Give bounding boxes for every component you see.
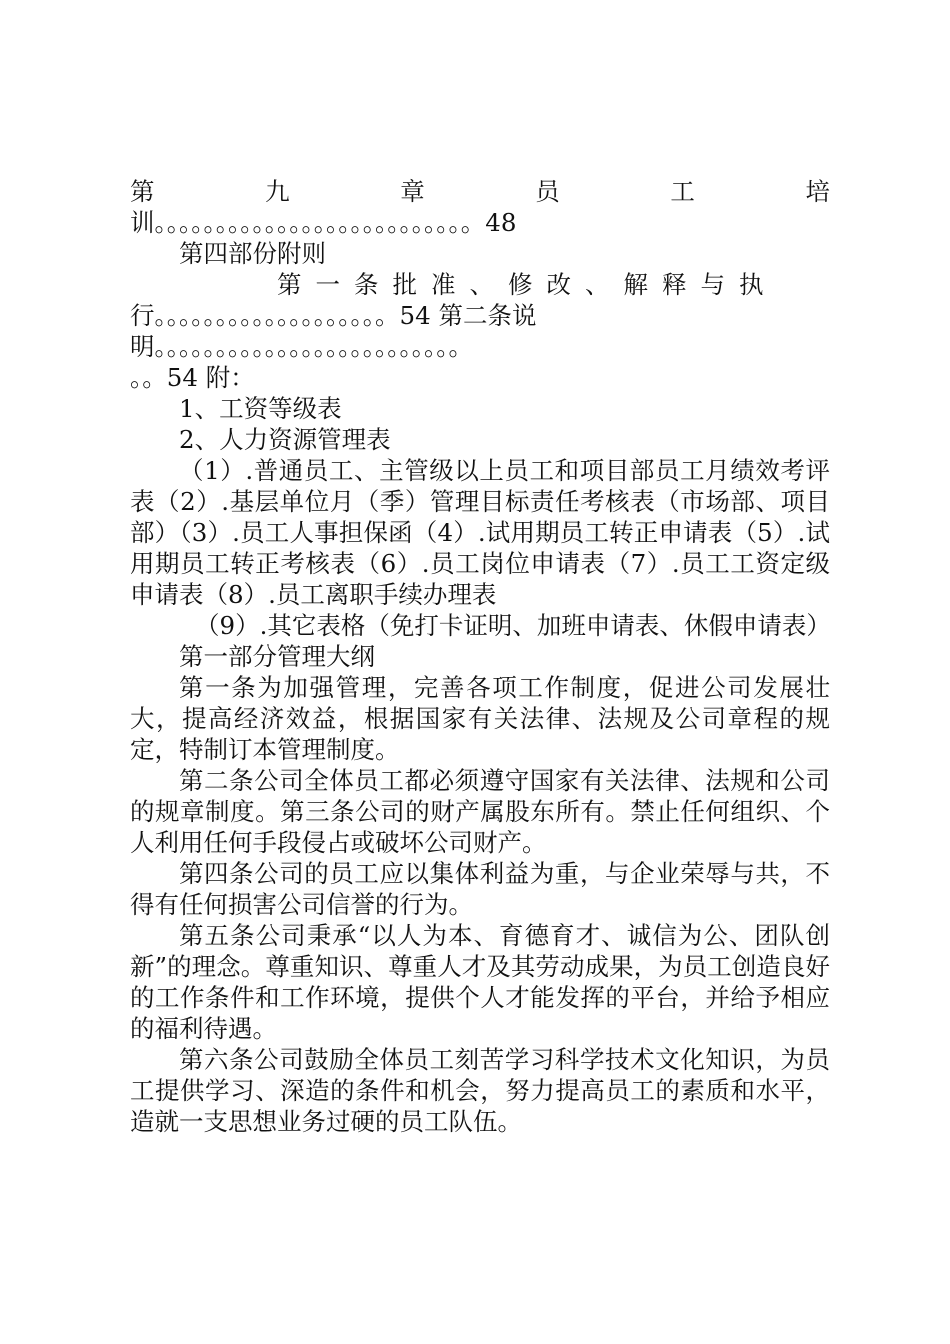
article-6: 第六条公司鼓励全体员工刻苦学习科学技术文化知识，为员工提供学习、深造的条件和机会，努力提高员工的素质和水平，造就一支思想业务过硬的员工队伍。 bbox=[130, 1045, 830, 1136]
appendix-item-2: 2、人力资源管理表 bbox=[179, 425, 391, 454]
toc-part4-title: 第四部份附则 bbox=[179, 239, 326, 268]
toc-char: 培 bbox=[805, 177, 830, 206]
toc-article1-leader: 行。。。。。。。。。。。。。。。。。。。54 第二条说 bbox=[130, 301, 537, 330]
appendix-form-9: （9）.其它表格（免打卡证明、加班申请表、休假申请表） bbox=[195, 611, 831, 640]
toc-char: 第 bbox=[130, 177, 155, 206]
toc-chapter9-heading bbox=[130, 176, 830, 207]
toc-article1-title: 第一条批准、修改、解释与执 bbox=[277, 270, 778, 299]
toc-char: 章 bbox=[400, 177, 425, 206]
toc-article2-page: 。。54 附： bbox=[130, 363, 255, 392]
toc-char: 工 bbox=[670, 177, 695, 206]
appendix-item-1: 1、工资等级表 bbox=[179, 394, 342, 423]
toc-char: 九 bbox=[265, 177, 290, 206]
toc-article2-leader: 明。。。。。。。。。。。。。。。。。。。。。。。。。 bbox=[130, 332, 473, 361]
document-page bbox=[130, 176, 830, 1137]
toc-chapter9-leader: 训。。。。。。。。。。。。。。。。。。。。。。。。。。48 bbox=[130, 208, 517, 237]
appendix-forms-list: （1）.普通员工、主管级以上员工和项目部员工月绩效考评表（2）.基层单位月（季）管理目标责任考核表（市场部、项目部）（3）.员工人事担保函（4）.试用期员工转正申请表（5）.试用期员工转正考核表（6）.员工岗位申请表（7）.员工工资定级申请表（8）.员工离职手续办理表 bbox=[130, 456, 830, 609]
article-5: 第五条公司秉承“以人为本、育德育才、诚信为公、团队创新”的理念。尊重知识、尊重人才及其劳动成果，为员工创造良好的工作条件和工作环境，提供个人才能发挥的平台，并给予相应的福利待遇。 bbox=[130, 921, 830, 1043]
toc-char: 员 bbox=[535, 177, 560, 206]
article-4: 第四条公司的员工应以集体利益为重，与企业荣辱与共，不得有任何损害公司信誉的行为。 bbox=[130, 859, 830, 919]
article-1: 第一条为加强管理，完善各项工作制度，促进公司发展壮大，提高经济效益，根据国家有关法律、法规及公司章程的规定，特制订本管理制度。 bbox=[130, 673, 830, 764]
part1-title: 第一部分管理大纲 bbox=[179, 642, 375, 671]
article-2-3: 第二条公司全体员工都必须遵守国家有关法律、法规和公司的规章制度。第三条公司的财产属股东所有。禁止任何组织、个人利用任何手段侵占或破坏公司财产。 bbox=[130, 766, 830, 857]
